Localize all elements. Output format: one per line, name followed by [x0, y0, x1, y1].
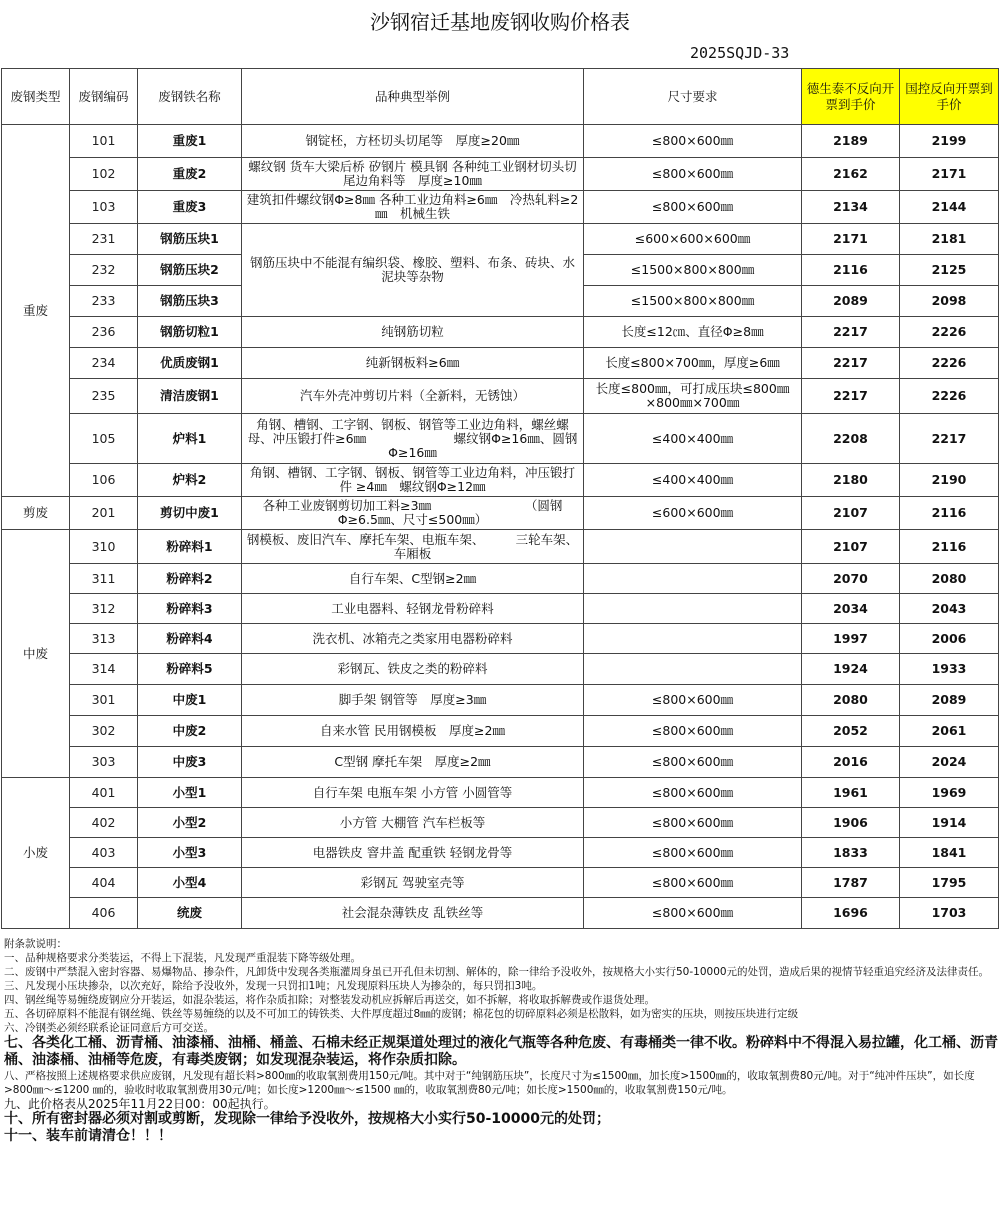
- code-cell: 105: [70, 414, 138, 464]
- code-cell: 101: [70, 125, 138, 158]
- example-cell: 脚手架 钢管等 厚度≥3㎜: [242, 685, 584, 716]
- size-cell: ≤800×600㎜: [584, 158, 802, 191]
- example-cell: 各种工业废钢剪切加工料≥3㎜ （圆钢Φ≥6.5㎜、尺寸≤500㎜）: [242, 497, 584, 530]
- name-cell: 小型2: [138, 808, 242, 838]
- name-cell: 炉料2: [138, 464, 242, 497]
- category-cell: 小废: [2, 778, 70, 929]
- price-a-cell: 1924: [802, 654, 900, 685]
- price-b-cell: 1703: [900, 898, 999, 929]
- price-a-cell: 2107: [802, 497, 900, 530]
- price-a-cell: 2217: [802, 348, 900, 379]
- notes-section: [4, 937, 998, 1145]
- price-a-cell: 2089: [802, 286, 900, 317]
- header-size: 尺寸要求: [584, 69, 802, 125]
- example-cell: 汽车外壳冲剪切片料（全新料，无锈蚀）: [242, 379, 584, 414]
- price-b-cell: 1914: [900, 808, 999, 838]
- price-b-cell: 2043: [900, 594, 999, 624]
- example-cell: C型钢 摩托车架 厚度≥2㎜: [242, 747, 584, 778]
- note-line: 附条款说明：: [4, 938, 67, 950]
- price-b-cell: 1933: [900, 654, 999, 685]
- example-cell: 小方管 大棚管 汽车栏板等: [242, 808, 584, 838]
- size-cell: [584, 530, 802, 564]
- table-row: [2, 224, 999, 255]
- price-a-cell: 2052: [802, 716, 900, 747]
- header-category: 废钢类型: [2, 69, 70, 125]
- example-cell: 自来水管 民用钢模板 厚度≥2㎜: [242, 716, 584, 747]
- category-cell: 重废: [2, 125, 70, 497]
- code-cell: 303: [70, 747, 138, 778]
- size-cell: ≤600×600㎜: [584, 497, 802, 530]
- name-cell: 钢筋压块2: [138, 255, 242, 286]
- price-b-cell: 2217: [900, 414, 999, 464]
- table-row: [2, 808, 999, 838]
- size-cell: ≤800×600㎜: [584, 685, 802, 716]
- price-a-cell: 2162: [802, 158, 900, 191]
- code-cell: 402: [70, 808, 138, 838]
- example-cell: 彩钢瓦 驾驶室壳等: [242, 868, 584, 898]
- size-cell: 长度≤800×700㎜，厚度≥6㎜: [584, 348, 802, 379]
- note-line: 一、品种规格要求分类装运，不得上下混装，凡发现严重混装下降等级处理。: [4, 952, 361, 964]
- example-cell: 电器铁皮 窨井盖 配重铁 轻钢龙骨等: [242, 838, 584, 868]
- example-cell: 纯新钢板料≥6㎜: [242, 348, 584, 379]
- size-cell: ≤800×600㎜: [584, 868, 802, 898]
- table-row: [2, 464, 999, 497]
- size-cell: [584, 564, 802, 594]
- price-a-cell: 1787: [802, 868, 900, 898]
- table-row: [2, 716, 999, 747]
- name-cell: 中废3: [138, 747, 242, 778]
- category-cell: 剪废: [2, 497, 70, 530]
- note-line: 八、严格按照上述规格要求供应废钢，凡发现有超长料>800㎜的收取氧割费用150元/吨。其中对于“纯钢筋压块”，长度尺寸为≤1500㎜，加长度>1500㎜的，收取氧割费80元/吨。对于“纯冲件压块”，如长度>800㎜～≤1200 ㎜的，验收时收取氧割费用30元/吨；如长度>1200㎜～≤1500 ㎜的，收取氧割费80元/吨；如长度>1500㎜的，收取氧割费150元/吨。: [4, 1070, 975, 1096]
- price-table: [1, 68, 999, 929]
- table-row: [2, 414, 999, 464]
- page-title: 沙钢宿迁基地废钢收购价格表: [370, 9, 630, 34]
- price-b-cell: 2089: [900, 685, 999, 716]
- price-a-cell: 2134: [802, 191, 900, 224]
- size-cell: ≤400×400㎜: [584, 464, 802, 497]
- code-cell: 103: [70, 191, 138, 224]
- header-name: 废钢铁名称: [138, 69, 242, 125]
- category-cell: 中废: [2, 530, 70, 778]
- size-cell: [584, 654, 802, 685]
- price-b-cell: 2171: [900, 158, 999, 191]
- name-cell: 优质废钢1: [138, 348, 242, 379]
- code-cell: 301: [70, 685, 138, 716]
- name-cell: 小型1: [138, 778, 242, 808]
- price-a-cell: 2070: [802, 564, 900, 594]
- code-cell: 314: [70, 654, 138, 685]
- size-cell: ≤800×600㎜: [584, 838, 802, 868]
- name-cell: 粉碎料4: [138, 624, 242, 654]
- price-b-cell: 2199: [900, 125, 999, 158]
- table-row: [2, 654, 999, 685]
- table-row: [2, 191, 999, 224]
- price-a-cell: 1833: [802, 838, 900, 868]
- name-cell: 粉碎料1: [138, 530, 242, 564]
- table-row: [2, 624, 999, 654]
- price-b-cell: 2006: [900, 624, 999, 654]
- table-row: [2, 379, 999, 414]
- name-cell: 重废1: [138, 125, 242, 158]
- code-cell: 236: [70, 317, 138, 348]
- price-a-cell: 2080: [802, 685, 900, 716]
- note-line: 三、凡发现小压块掺杂，以次充好，除给予没收外，发现一只罚扣1吨；凡发现原料压块人为掺杂的，每只罚扣3吨。: [4, 980, 543, 992]
- price-b-cell: 2226: [900, 317, 999, 348]
- price-a-cell: 1961: [802, 778, 900, 808]
- note-line: 七、各类化工桶、沥青桶、油漆桶、油桶、桶盖、石棉未经正规渠道处理过的液化气瓶等各种危废、有毒桶类一律不收。粉碎料中不得混入易拉罐，化工桶、沥青桶、油漆桶、油桶等危废，有毒类废钢；如发现混杂装运，将作杂质扣除。: [4, 1035, 998, 1068]
- price-a-cell: 2107: [802, 530, 900, 564]
- name-cell: 剪切中废1: [138, 497, 242, 530]
- name-cell: 统废: [138, 898, 242, 929]
- price-a-cell: 2180: [802, 464, 900, 497]
- size-cell: ≤800×600㎜: [584, 898, 802, 929]
- code-cell: 102: [70, 158, 138, 191]
- name-cell: 粉碎料5: [138, 654, 242, 685]
- price-b-cell: 2098: [900, 286, 999, 317]
- name-cell: 重废3: [138, 191, 242, 224]
- size-cell: 长度≤800㎜，可打成压块≤800㎜×800㎜×700㎜: [584, 379, 802, 414]
- code-cell: 403: [70, 838, 138, 868]
- name-cell: 粉碎料2: [138, 564, 242, 594]
- table-row: [2, 838, 999, 868]
- price-a-cell: 1997: [802, 624, 900, 654]
- code-cell: 231: [70, 224, 138, 255]
- size-cell: 长度≤12㎝、直径Φ≥8㎜: [584, 317, 802, 348]
- name-cell: 小型4: [138, 868, 242, 898]
- name-cell: 清洁废钢1: [138, 379, 242, 414]
- table-row: [2, 125, 999, 158]
- size-cell: ≤800×600㎜: [584, 747, 802, 778]
- header-code: 废钢编码: [70, 69, 138, 125]
- code-cell: 310: [70, 530, 138, 564]
- note-line: 四、钢丝绳等易缠绕废钢应分开装运，如混杂装运，将作杂质扣除；对整装发动机应拆解后再送交，如不拆解，将收取拆解费或作退货处理。: [4, 994, 655, 1006]
- code-cell: 234: [70, 348, 138, 379]
- price-b-cell: 1969: [900, 778, 999, 808]
- code-cell: 106: [70, 464, 138, 497]
- example-cell: 角钢、槽钢、工字钢、钢板、钢管等工业边角料，螺丝螺母、冲压锻打件≥6㎜ 螺纹钢Φ≥16㎜、圆钢Φ≥16㎜: [242, 414, 584, 464]
- price-b-cell: 2116: [900, 530, 999, 564]
- table-row: [2, 868, 999, 898]
- code-cell: 233: [70, 286, 138, 317]
- price-a-cell: 2034: [802, 594, 900, 624]
- price-a-cell: 2208: [802, 414, 900, 464]
- header-example: 品种典型举例: [242, 69, 584, 125]
- example-cell: 建筑扣件螺纹钢Φ≥8㎜ 各种工业边角料≥6㎜ 冷热轧料≥2㎜ 机械生铁: [242, 191, 584, 224]
- name-cell: 粉碎料3: [138, 594, 242, 624]
- example-cell: 钢模板、废旧汽车、摩托车架、电瓶车架、 三轮车架、车厢板: [242, 530, 584, 564]
- code-cell: 313: [70, 624, 138, 654]
- table-row: [2, 594, 999, 624]
- price-a-cell: 2116: [802, 255, 900, 286]
- code-cell: 232: [70, 255, 138, 286]
- example-cell: 纯钢筋切粒: [242, 317, 584, 348]
- size-cell: ≤800×600㎜: [584, 778, 802, 808]
- example-cell: 洗衣机、冰箱壳之类家用电器粉碎料: [242, 624, 584, 654]
- name-cell: 炉料1: [138, 414, 242, 464]
- price-b-cell: 2181: [900, 224, 999, 255]
- size-cell: ≤800×600㎜: [584, 191, 802, 224]
- price-b-cell: 2080: [900, 564, 999, 594]
- example-cell: 工业电器料、轻钢龙骨粉碎料: [242, 594, 584, 624]
- name-cell: 钢筋压块1: [138, 224, 242, 255]
- document-code: 2025SQJD-33: [690, 44, 790, 62]
- size-cell: [584, 594, 802, 624]
- table-row: [2, 497, 999, 530]
- price-b-cell: 1795: [900, 868, 999, 898]
- size-cell: ≤800×600㎜: [584, 716, 802, 747]
- name-cell: 重废2: [138, 158, 242, 191]
- note-line: 九、此价格表从2025年11月22日00：00起执行。: [4, 1097, 276, 1111]
- example-cell: 钢锭柸，方柸切头切尾等 厚度≥20㎜: [242, 125, 584, 158]
- example-cell: 社会混杂薄铁皮 乱铁丝等: [242, 898, 584, 929]
- size-cell: ≤800×600㎜: [584, 808, 802, 838]
- example-cell: 角钢、槽钢、工字钢、钢板、钢管等工业边角料，冲压锻打件 ≥4㎜ 螺纹钢Φ≥12㎜: [242, 464, 584, 497]
- price-b-cell: 2024: [900, 747, 999, 778]
- table-row: [2, 685, 999, 716]
- header-price-b: 国控反向开票到手价: [900, 69, 999, 125]
- table-row: [2, 564, 999, 594]
- name-cell: 中废2: [138, 716, 242, 747]
- table-row: [2, 317, 999, 348]
- size-cell: ≤400×400㎜: [584, 414, 802, 464]
- price-b-cell: 2190: [900, 464, 999, 497]
- table-header-row: [2, 69, 999, 125]
- example-cell: 自行车架、C型钢≥2㎜: [242, 564, 584, 594]
- code-cell: 302: [70, 716, 138, 747]
- size-cell: ≤800×600㎜: [584, 125, 802, 158]
- note-line: 五、各切碎原料不能混有钢丝绳、铁丝等易缠绕的以及不可加工的铸铁类、大件厚度超过8㎜的废钢；棉花包的切碎原料必须是松散料，如为密实的压块，则按压块进行定级: [4, 1008, 799, 1020]
- price-b-cell: 2144: [900, 191, 999, 224]
- size-cell: ≤1500×800×800㎜: [584, 286, 802, 317]
- header-price-a: 德生泰不反向开票到手价: [802, 69, 900, 125]
- price-b-cell: 2226: [900, 348, 999, 379]
- code-cell: 401: [70, 778, 138, 808]
- price-a-cell: 2217: [802, 317, 900, 348]
- price-a-cell: 2189: [802, 125, 900, 158]
- table-row: [2, 158, 999, 191]
- table-row: [2, 747, 999, 778]
- code-cell: 201: [70, 497, 138, 530]
- note-line: 二、废钢中严禁混入密封容器、易爆物品、掺杂件，凡卸货中发现各类瓶灌周身虽已开孔但未切割、解体的，除一律给予没收外，按规格大小实行50-10000元的处罚，造成后果的视情节轻重追究经济及法律责任。: [4, 966, 990, 978]
- table-row: [2, 530, 999, 564]
- example-cell: 彩钢瓦、铁皮之类的粉碎料: [242, 654, 584, 685]
- price-b-cell: 1841: [900, 838, 999, 868]
- example-cell: 螺纹钢 货车大梁后桥 矽钢片 模具钢 各种纯工业钢材切头切尾边角料等 厚度≥10㎜: [242, 158, 584, 191]
- name-cell: 钢筋压块3: [138, 286, 242, 317]
- table-row: [2, 898, 999, 929]
- size-cell: ≤1500×800×800㎜: [584, 255, 802, 286]
- name-cell: 小型3: [138, 838, 242, 868]
- code-cell: 406: [70, 898, 138, 929]
- price-b-cell: 2226: [900, 379, 999, 414]
- price-b-cell: 2125: [900, 255, 999, 286]
- size-cell: ≤600×600×600㎜: [584, 224, 802, 255]
- price-a-cell: 2171: [802, 224, 900, 255]
- code-cell: 311: [70, 564, 138, 594]
- note-line: 十、所有密封器必须对割或剪断，发现除一律给予没收外，按规格大小实行50-10000元的处罚；: [4, 1111, 610, 1127]
- example-cell: 自行车架 电瓶车架 小方管 小圆管等: [242, 778, 584, 808]
- price-a-cell: 2016: [802, 747, 900, 778]
- name-cell: 中废1: [138, 685, 242, 716]
- price-a-cell: 2217: [802, 379, 900, 414]
- price-b-cell: 2061: [900, 716, 999, 747]
- table-row: [2, 348, 999, 379]
- code-cell: 404: [70, 868, 138, 898]
- note-line: 十一、装车前请清仓！！！: [4, 1128, 172, 1144]
- code-cell: 312: [70, 594, 138, 624]
- price-a-cell: 1696: [802, 898, 900, 929]
- code-cell: 235: [70, 379, 138, 414]
- table-row: [2, 778, 999, 808]
- example-cell: 钢筋压块中不能混有编织袋、橡胶、塑料、布条、砖块、水泥块等杂物: [242, 224, 584, 317]
- price-b-cell: 2116: [900, 497, 999, 530]
- name-cell: 钢筋切粒1: [138, 317, 242, 348]
- note-line: 六、冷钢类必须经联系论证同意后方可交送。: [4, 1022, 214, 1034]
- size-cell: [584, 624, 802, 654]
- price-a-cell: 1906: [802, 808, 900, 838]
